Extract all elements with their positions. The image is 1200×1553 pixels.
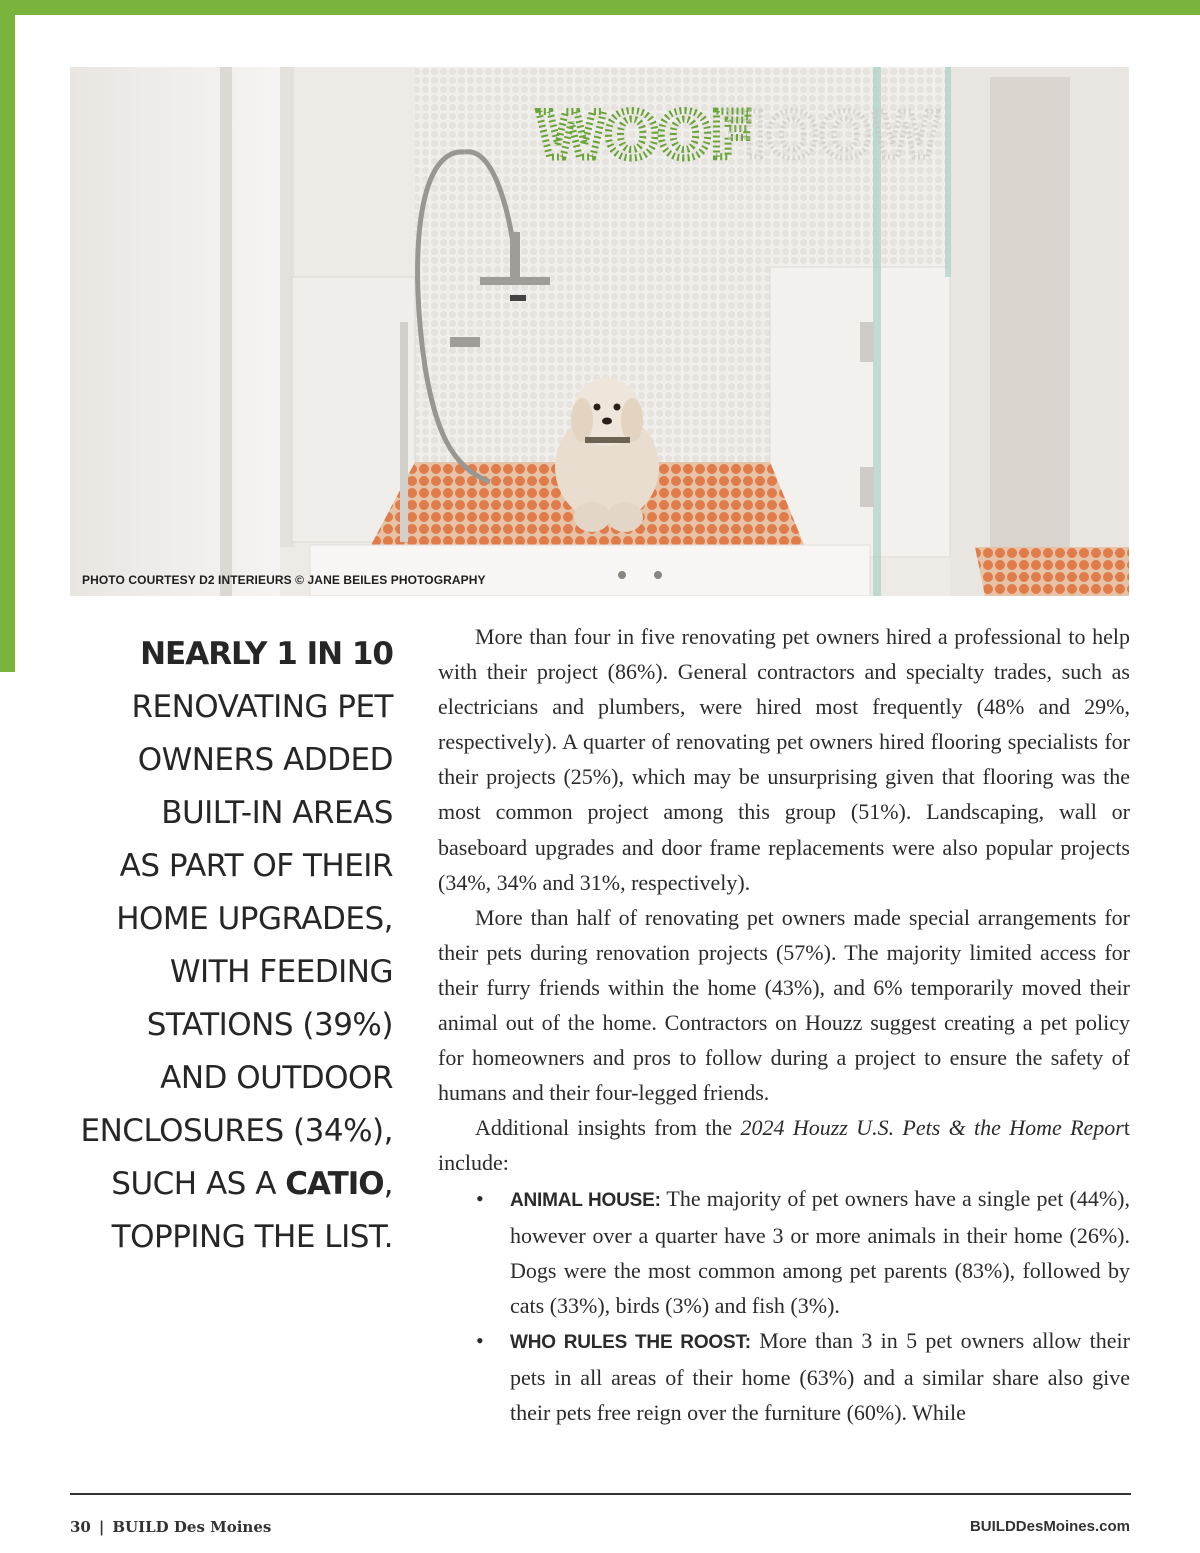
side-accent-bar	[0, 0, 15, 672]
catio-word: CATIO	[285, 1166, 384, 1202]
paragraph-3-prefix: Additional insights from the	[475, 1115, 741, 1141]
article-paragraph-2: More than half of renovating pet owners made special arrangements for their pets during renovation projects (57%). The majority limited access for their furry friends within the home (43%), and 6% temporarily moved their animal out of the home. Contractors on Houzz suggest creating a pet policy for homeowners and pros to follow during a project to ensure the safety of humans and their four-legged friends.	[438, 904, 1130, 1106]
faucet	[480, 277, 550, 285]
bullet-text: The majority of pet owners have a single pet (44%), however over a quarter have 3 or more animals in their home (26%). Dogs were the most common among pet parents (83%), followed by cats (33%), birds (3%) and fish (3%).	[510, 1185, 1131, 1318]
bullet-icon: •	[476, 1327, 484, 1353]
pull-quote-line: OWNERS ADDED	[137, 742, 393, 778]
bullet-lead: ANIMAL HOUSE:	[510, 1189, 661, 1211]
list-item	[438, 1323, 1130, 1430]
insights-list	[438, 1181, 1130, 1431]
woof-sign: WOOF	[537, 99, 754, 172]
pull-quote-line: STATIONS (39%)	[146, 1007, 393, 1043]
feature-photo	[70, 67, 1129, 596]
pull-quote-line: AND OUTDOOR	[160, 1060, 393, 1096]
left-door-frame	[70, 67, 280, 596]
pet-wash-illustration	[70, 67, 1129, 596]
pull-quote-last-line: TOPPING THE LIST.	[111, 1219, 393, 1255]
pull-quote-catio-line	[40, 1158, 393, 1211]
woof-sign-reflection: WOOF	[723, 99, 940, 172]
catio-suffix: ,	[383, 1166, 393, 1202]
publication-name: BUILD Des Moines	[112, 1518, 272, 1536]
article-paragraph-3	[438, 1110, 1130, 1180]
footer-separator: |	[98, 1518, 105, 1536]
report-title-end: t	[1123, 1115, 1130, 1141]
article-paragraph-1: More than four in five renovating pet owners hired a professional to help with their project (86%). General contractors and specialty trades, such as electricians and plumbers, were hired most frequently (48% and 29%, respectively). A quarter of renovating pet owners hired flooring specialists for their projects (25%), which may be unsurprising given that flooring was the most common project among this group (51%). Landscaping, wall or baseboard upgrades and door frame replacements were also popular projects (34%, 34% and 31%, respectively).	[438, 624, 1130, 895]
bullet-icon: •	[476, 1185, 484, 1211]
top-accent-bar	[0, 0, 1200, 15]
catio-prefix: SUCH AS A	[111, 1166, 286, 1202]
pull-quote-line: RENOVATING PET	[131, 689, 393, 725]
pull-quote	[40, 628, 393, 1264]
article-body	[438, 619, 1130, 1430]
footer-divider	[70, 1493, 1131, 1495]
bullet-lead: WHO RULES THE ROOST:	[510, 1331, 751, 1353]
report-title: 2024 Houzz U.S. Pets & the Home Repor	[740, 1115, 1124, 1141]
photo-credit: PHOTO COURTESY D2 INTERIEURS © JANE BEILES PHOTOGRAPHY	[82, 573, 486, 587]
footer-page-info	[70, 1518, 271, 1536]
pull-quote-line: ENCLOSURES (34%),	[80, 1113, 393, 1149]
page-number: 30	[70, 1518, 91, 1536]
bullet-text: More than 3 in 5 pet owners allow their pets in all areas of their home (63%) and a similar share also give their pets free reign over the furniture (60%). While	[510, 1327, 1130, 1426]
pull-quote-line: BUILT-IN AREAS	[161, 795, 393, 831]
pull-quote-line: AS PART OF THEIR	[119, 848, 393, 884]
pull-quote-line: WITH FEEDING	[169, 954, 393, 990]
pull-quote-headline: NEARLY 1 IN 10	[140, 636, 393, 672]
paragraph-3-suffix: include:	[438, 1150, 509, 1176]
list-item	[438, 1181, 1130, 1323]
footer-website[interactable]: BUILDDesMoines.com	[969, 1518, 1130, 1535]
pull-quote-line: HOME UPGRADES,	[116, 901, 393, 937]
